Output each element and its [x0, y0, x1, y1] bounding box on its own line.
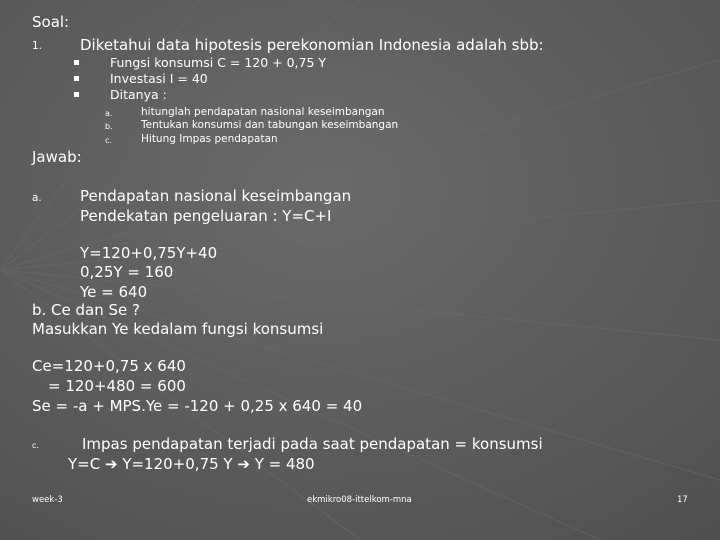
bullet-icon [74, 60, 79, 65]
consumption-line: = 120+480 = 600 [48, 377, 186, 395]
equation-line: 0,25Y = 160 [80, 263, 174, 281]
answer-c-line: Impas pendapatan terjadi pada saat pendapatan = konsumsi [82, 435, 543, 453]
answer-a-line: Pendapatan nasional keseimbangan [80, 187, 352, 205]
answer-c-part: Y = 480 [249, 455, 315, 473]
equation-line: Ye = 640 [80, 283, 148, 301]
slide-number: 17 [677, 495, 688, 505]
sub-item-label: a. [105, 109, 113, 118]
question-text: Diketahui data hipotesis perekonomian Indonesia adalah sbb: [80, 36, 544, 54]
jawab-heading: Jawab: [32, 148, 82, 166]
answer-c-part: Y=120+0,75 Y [117, 455, 238, 473]
question-number: 1. [32, 40, 43, 52]
answer-c-label: c. [32, 441, 39, 450]
arrow-right-icon: ➔ [104, 455, 118, 473]
bullet-icon [74, 92, 79, 97]
sub-item-label: b. [105, 122, 113, 131]
bullet-icon [74, 76, 79, 81]
bullet-item: Investasi I = 40 [110, 71, 208, 86]
consumption-line: Ce=120+0,75 x 640 [32, 357, 186, 375]
answer-a-line: Pendekatan pengeluaran : Y=C+I [80, 207, 332, 225]
answer-b-line: Masukkan Ye kedalam fungsi konsumsi [32, 320, 324, 338]
sub-item-text: hitunglah pendapatan nasional keseimbangan [141, 106, 385, 118]
answer-c-part: Y=C [68, 455, 105, 473]
bullet-item: Ditanya : [110, 87, 167, 102]
soal-heading: Soal: [32, 13, 70, 31]
sub-item-label: c. [105, 136, 112, 145]
footer-center: ekmikro08-ittelkom-mna [307, 495, 412, 505]
equation-line: Y=120+0,75Y+40 [80, 244, 218, 262]
sub-item-text: Hitung Impas pendapatan [141, 133, 278, 145]
answer-c-line [68, 457, 315, 472]
saving-line: Se = -a + MPS.Ye = -120 + 0,25 x 640 = 40 [32, 397, 363, 415]
sub-item-text: Tentukan konsumsi dan tabungan keseimbangan [141, 119, 399, 131]
footer-left: week-3 [32, 495, 63, 505]
bullet-item: Fungsi konsumsi C = 120 + 0,75 Y [110, 55, 327, 70]
answer-b-line: b. Ce dan Se ? [32, 301, 140, 319]
arrow-right-icon: ➔ [237, 455, 250, 473]
answer-a-label: a. [32, 192, 42, 204]
